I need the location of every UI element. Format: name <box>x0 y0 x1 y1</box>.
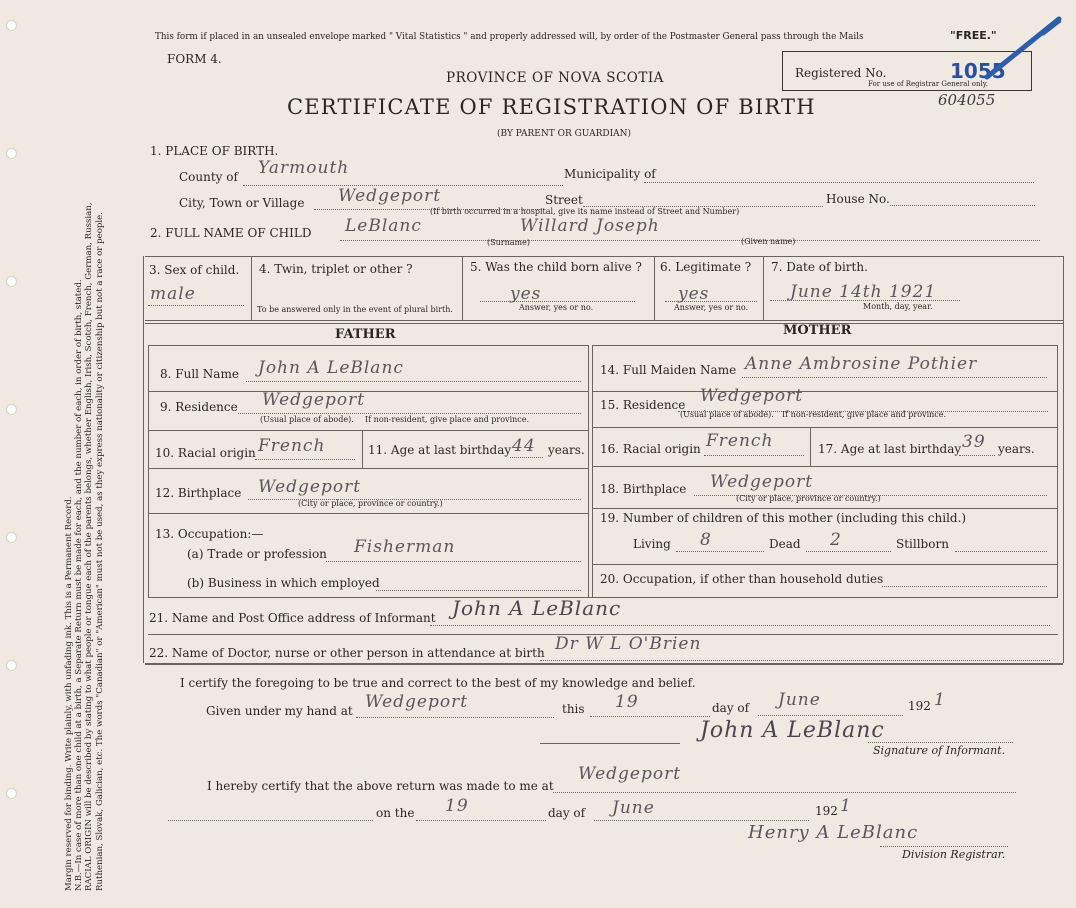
county-value: Yarmouth <box>258 158 350 178</box>
legit-value: yes <box>678 284 710 304</box>
divider <box>145 663 1063 665</box>
divider <box>148 468 588 469</box>
father-residence: Wedgeport <box>262 390 366 410</box>
divider <box>148 345 149 597</box>
divider <box>145 256 1063 257</box>
blank-line <box>376 590 581 591</box>
dead-value: 2 <box>830 530 842 550</box>
given-caption: (Given name) <box>741 237 796 246</box>
hospital-note: (If birth occurred in a hospital, give its name instead of Street and Number) <box>430 207 740 216</box>
blank-line <box>959 455 995 456</box>
children-label: 19. Number of children of this mother (including this child.) <box>600 511 967 525</box>
blank-line <box>510 457 543 458</box>
cert-day: 19 <box>615 692 639 712</box>
registered-number: 1055 <box>950 59 1006 83</box>
informant-value: John A LeBlanc <box>452 596 622 620</box>
blank-line <box>356 717 554 718</box>
punch-hole <box>6 276 17 287</box>
blank-line <box>430 625 1050 626</box>
registrar-day: 19 <box>445 796 469 816</box>
registrar-day-of: day of <box>548 806 586 820</box>
doctor-value: Dr W L O'Brien <box>555 634 702 654</box>
mother-residence: Wedgeport <box>700 386 804 406</box>
side-note-nb: N.B.—In case of more than one child at a birth, a Separate Return must be made for each, and the number of each, in order of birth, stated. <box>74 279 85 891</box>
municipality-label: Municipality of <box>564 167 656 181</box>
blank-line <box>890 205 1035 206</box>
divider <box>148 345 588 346</box>
informant-signature-label: Signature of Informant. <box>873 744 1006 757</box>
father-age: 44 <box>512 436 536 456</box>
father-age-label: 11. Age at last birthday <box>368 443 512 457</box>
father-usual-abode: (Usual place of abode). <box>260 415 354 424</box>
punch-hole <box>6 788 17 799</box>
divider <box>592 508 1057 509</box>
given-under-label: Given under my hand at <box>206 704 353 718</box>
divider <box>810 427 811 466</box>
divider <box>143 256 144 663</box>
province-heading: PROVINCE OF NOVA SCOTIA <box>446 70 664 86</box>
blank-line <box>955 551 1047 552</box>
blank-line <box>480 301 635 302</box>
divider <box>654 256 655 320</box>
alive-label: 5. Was the child born alive ? <box>470 260 642 274</box>
punch-hole <box>6 660 17 671</box>
blank-line <box>758 715 903 716</box>
mother-heading: MOTHER <box>783 323 852 338</box>
free-mark: "FREE." <box>950 29 997 42</box>
twin-label: 4. Twin, triplet or other ? <box>259 262 413 276</box>
certify-statement: I certify the foregoing to be true and correct to the best of my knowledge and belief. <box>180 676 696 690</box>
doctor-label: 22. Name of Doctor, nurse or other person in attendance at birth <box>149 646 545 660</box>
side-note-racial: RACIAL ORIGIN will be described by stating to what people or tongue each of the parents belongs, whether English, Irish, Scotch, French, German, Russian, <box>84 202 95 891</box>
cert-month: June <box>778 690 821 710</box>
blank-line <box>416 820 546 821</box>
punch-hole <box>6 532 17 543</box>
mother-birthplace: Wedgeport <box>710 472 814 492</box>
dead-label: Dead <box>769 537 801 551</box>
side-note-racial-cont: Ruthenian, Slovak, Galician, etc. The words "Canadian" or "American" must not be used, as they express nationality or citizenship but not a race or people. <box>94 212 105 891</box>
blank-line <box>540 660 1050 661</box>
registered-label: Registered No. <box>795 66 887 80</box>
father-name: John A LeBlanc <box>258 358 404 378</box>
divider <box>592 466 1057 467</box>
city-value: Wedgeport <box>338 186 442 206</box>
divider <box>592 564 1057 565</box>
city-label: City, Town or Village <box>179 196 305 210</box>
father-city-note: (City or place, province or country.) <box>298 499 443 508</box>
divider <box>145 320 1063 321</box>
blank-line <box>590 716 710 717</box>
blank-line <box>644 182 1034 183</box>
registrar-title: Division Registrar. <box>902 848 1006 861</box>
blank-line <box>770 300 960 301</box>
mother-nonresident-note: If non-resident, give place and province. <box>782 410 947 419</box>
page-subtitle: (BY PARENT OR GUARDIAN) <box>497 129 632 139</box>
mother-age-label: 17. Age at last birthday <box>818 442 962 456</box>
cert-day-of: day of <box>712 701 750 715</box>
living-value: 8 <box>700 530 712 550</box>
registrar-place: Wedgeport <box>578 764 682 784</box>
registrar-note: For use of Registrar General only. <box>868 80 988 88</box>
mother-usual-abode: (Usual place of abode). <box>680 410 774 419</box>
date-label: 7. Date of birth. <box>771 260 868 274</box>
father-race-label: 10. Racial origin <box>155 446 256 460</box>
informant-label: 21. Name and Post Office address of Informant <box>149 611 436 625</box>
father-years: years. <box>548 443 585 457</box>
blank-line <box>246 381 581 382</box>
punch-hole <box>6 20 17 31</box>
registrar-year-suffix: 1 <box>840 796 852 816</box>
blank-line <box>238 413 581 414</box>
mother-race-label: 16. Racial origin <box>600 442 701 456</box>
father-race: French <box>258 436 326 456</box>
cert-year-suffix: 1 <box>934 690 946 710</box>
mother-years: years. <box>998 442 1035 456</box>
trade-value: Fisherman <box>354 537 456 557</box>
signature-line <box>880 846 1008 847</box>
mother-residence-label: 15. Residence <box>600 398 686 412</box>
divider <box>251 256 252 320</box>
punch-hole <box>6 404 17 415</box>
registrar-year-prefix: 192 <box>815 804 838 818</box>
father-nonresident-note: If non-resident, give place and province. <box>365 415 530 424</box>
house-label: House No. <box>826 192 890 206</box>
blank-line <box>148 305 244 306</box>
blank-line <box>882 586 1047 587</box>
county-label: County of <box>179 170 238 184</box>
occupation-label: 13. Occupation:— <box>155 527 264 541</box>
trade-label: (a) Trade or profession <box>187 547 327 561</box>
place-heading: 1. PLACE OF BIRTH. <box>150 144 279 158</box>
registrar-month: June <box>612 798 655 818</box>
mother-race: French <box>706 431 774 451</box>
twin-note: To be answered only in the event of plural birth. <box>257 305 453 314</box>
blank-line <box>326 561 581 562</box>
mail-notice: This form if placed in an unsealed envelope marked " Vital Statistics " and properly addressed will, by order of the Postmaster General pass through the Mails <box>155 32 864 42</box>
punch-hole <box>6 148 17 159</box>
blank-line <box>676 551 764 552</box>
divider <box>148 430 588 431</box>
mother-age: 39 <box>962 432 986 452</box>
stillborn-label: Stillborn <box>896 537 949 551</box>
divider <box>148 513 588 514</box>
father-heading: FATHER <box>335 327 396 342</box>
mother-occupation-label: 20. Occupation, if other than household duties <box>600 572 884 586</box>
divider <box>462 256 463 320</box>
divider <box>592 345 593 597</box>
mother-name: Anne Ambrosine Pothier <box>745 354 978 374</box>
street-label: Street <box>545 193 583 207</box>
father-name-label: 8. Full Name <box>160 367 239 381</box>
sex-label: 3. Sex of child. <box>149 263 240 277</box>
divider <box>592 427 1057 428</box>
side-note-binding: Margin reserved for binding. Write plainly, with unfading ink. This is a Permanent Record. <box>64 496 74 891</box>
divider <box>145 323 1063 324</box>
blank-line <box>806 551 891 552</box>
blank-line <box>553 792 1016 793</box>
side-notes <box>64 11 105 891</box>
blank-line <box>255 459 355 460</box>
page-title: CERTIFICATE OF REGISTRATION OF BIRTH <box>287 95 816 119</box>
divider <box>1057 345 1058 597</box>
mother-birthplace-label: 18. Birthplace <box>600 482 687 496</box>
signature-line <box>540 743 680 744</box>
blank-line <box>665 301 757 302</box>
blank-line <box>340 240 1040 241</box>
divider <box>763 256 764 320</box>
blue-check-mark <box>985 15 1065 85</box>
date-note: Month, day, year. <box>863 302 933 311</box>
sex-value: male <box>150 284 196 304</box>
registrar-signature: Henry A LeBlanc <box>748 822 919 843</box>
business-label: (b) Business in which employed <box>187 576 380 590</box>
signature-line <box>868 742 1013 743</box>
father-birthplace-label: 12. Birthplace <box>155 486 242 500</box>
divider <box>592 391 1057 392</box>
birth-date-value: June 14th 1921 <box>790 282 937 302</box>
mother-city-note: (City or place, province or country.) <box>736 494 881 503</box>
alive-value: yes <box>510 284 542 304</box>
child-given-name: Willard Joseph <box>520 216 660 236</box>
child-surname: LeBlanc <box>345 216 422 236</box>
mother-name-label: 14. Full Maiden Name <box>600 363 737 377</box>
registrar-on-the: on the <box>376 806 415 820</box>
blank-line <box>168 820 373 821</box>
father-birthplace: Wedgeport <box>258 477 362 497</box>
cert-year-prefix: 192 <box>908 699 931 713</box>
living-label: Living <box>633 537 671 551</box>
child-name-label: 2. FULL NAME OF CHILD <box>150 226 312 240</box>
stamp-number: 604055 <box>938 91 996 109</box>
divider <box>1063 256 1064 663</box>
blank-line <box>594 820 809 821</box>
legit-note: Answer, yes or no. <box>674 303 749 312</box>
blank-line <box>742 377 1047 378</box>
surname-caption: (Surname) <box>487 238 530 247</box>
blank-line <box>704 455 804 456</box>
legit-label: 6. Legitimate ? <box>660 260 752 274</box>
divider <box>362 430 363 468</box>
informant-signature: John A LeBlanc <box>700 718 885 743</box>
alive-note: Answer, yes or no. <box>519 303 594 312</box>
father-residence-label: 9. Residence <box>160 400 238 414</box>
cert-place: Wedgeport <box>365 692 469 712</box>
registrar-statement: I hereby certify that the above return was made to me at <box>207 779 554 793</box>
cert-this: this <box>562 702 585 716</box>
divider <box>588 345 589 597</box>
form-number: FORM 4. <box>167 52 222 66</box>
divider <box>592 345 1057 346</box>
divider <box>148 391 588 392</box>
